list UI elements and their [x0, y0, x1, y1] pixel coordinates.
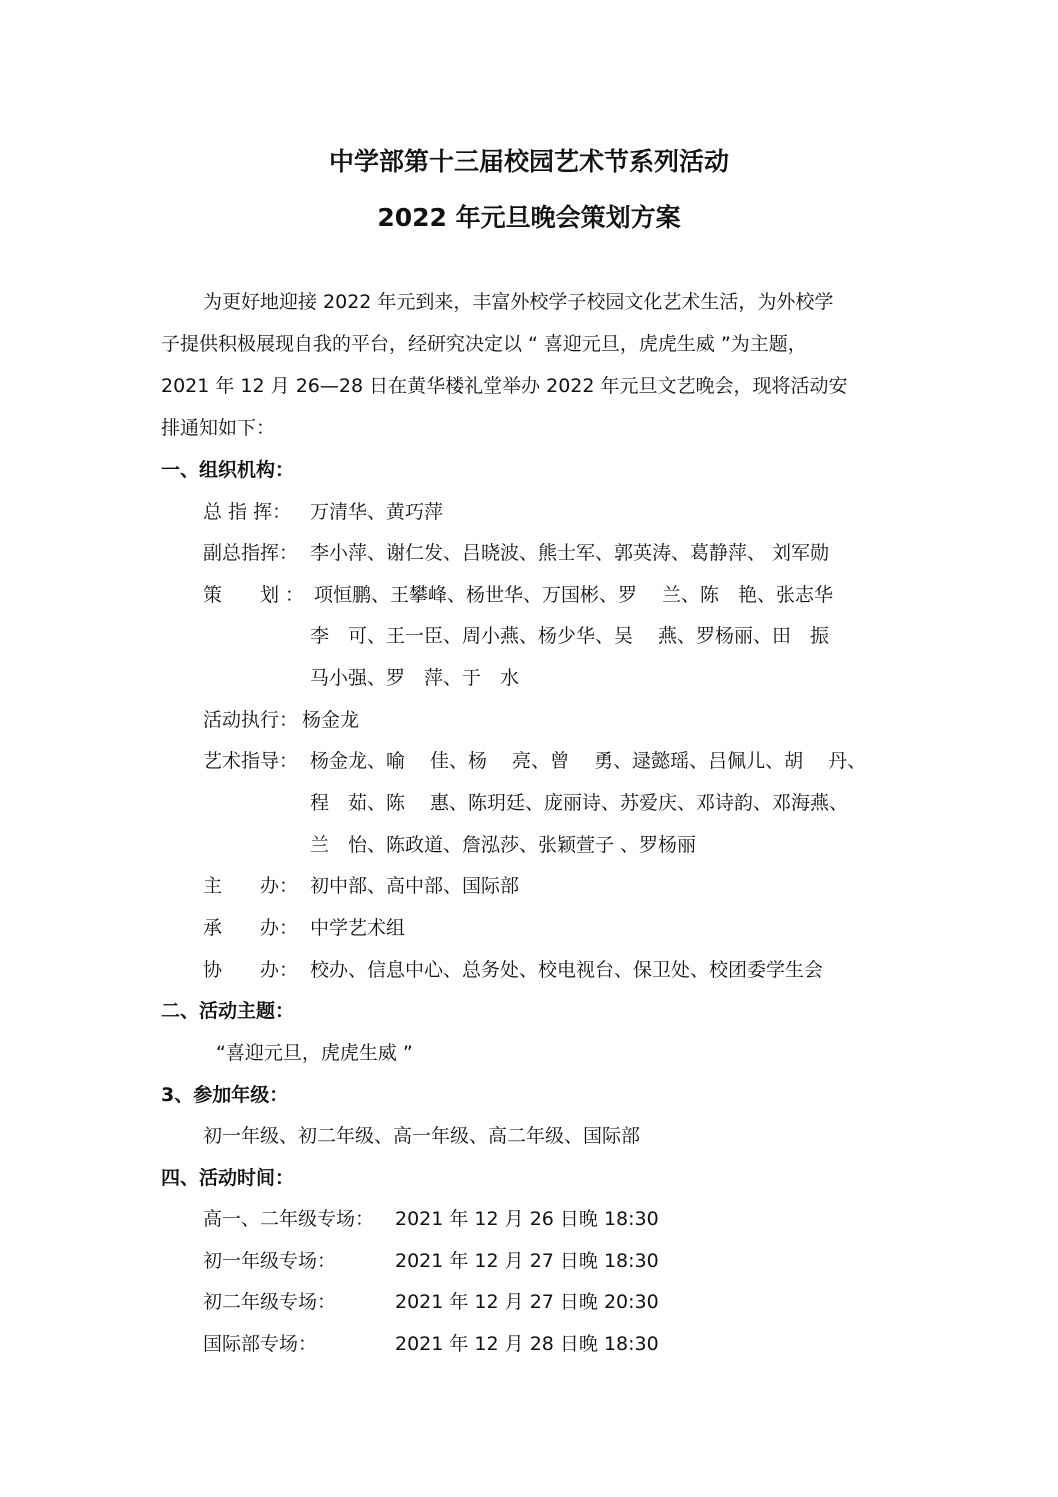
title-line-1: 中学部第十三届校园艺术节系列活动	[328, 147, 729, 176]
grades-text: 初一年级、初二年级、高一年级、高二年级、国际部	[203, 1125, 641, 1147]
org-plan-value: 项恒鹏、王攀峰、杨世华、万国彬、罗 兰、陈 艳、张志华	[314, 584, 834, 606]
org-host-value: 初中部、高中部、国际部	[310, 875, 520, 897]
org-chief-label: 总 指 挥：	[203, 501, 292, 523]
intro-line: 为更好地迎接 2022 年元到来，丰富外校学子校园文化艺术生活，为外校学	[203, 291, 834, 313]
org-deputy-value: 李小萍、谢仁发、吕晓波、熊士军、郭英涛、葛静萍、 刘军勋	[310, 542, 830, 564]
org-plan-label: 策 划 ：	[203, 584, 305, 606]
theme-text: “喜迎元旦，虎虎生威 ”	[216, 1042, 413, 1064]
org-organizer-value: 中学艺术组	[310, 917, 406, 939]
intro-line: 排通知如下：	[161, 417, 276, 439]
section-heading-grades: 3、参加年级：	[161, 1084, 289, 1106]
title-line-2: 2022 年元旦晚会策划方案	[377, 203, 681, 232]
org-art-value: 杨金龙、喻 佳、杨 亮、曾 勇、逯懿瑶、吕佩儿、胡 丹、	[310, 750, 867, 772]
org-plan-value: 李 可、王一臣、周小燕、杨少华、吴 燕、罗杨丽、田 振	[310, 625, 830, 647]
org-exec-value: 杨金龙	[302, 709, 360, 731]
section-heading-time: 四、活动时间：	[161, 1167, 295, 1189]
schedule-time: 2021 年 12 月 26 日晚 18:30	[395, 1208, 659, 1230]
org-art-value: 程 茹、陈 惠、陈玥廷、庞丽诗、苏爱庆、邓诗韵、邓海燕、	[310, 792, 849, 814]
org-host-label: 主 办：	[203, 875, 299, 897]
org-art-value: 兰 怡、陈政道、詹泓莎、张颖萱子 、罗杨丽	[310, 834, 697, 856]
schedule-label: 高一、二年级专场：	[203, 1208, 375, 1230]
schedule-label: 初一年级专场：	[203, 1250, 337, 1272]
org-chief-value: 万清华、黄巧萍	[310, 501, 444, 523]
section-heading-theme: 二、活动主题：	[161, 1000, 295, 1022]
org-assist-value: 校办、信息中心、总务处、校电视台、保卫处、校团委学生会	[310, 959, 824, 981]
schedule-time: 2021 年 12 月 27 日晚 20:30	[395, 1291, 659, 1313]
intro-line: 子提供积极展现自我的平台，经研究决定以 “ 喜迎元旦，虎虎生威 ”为主题，	[161, 333, 807, 355]
schedule-label: 国际部专场：	[203, 1333, 318, 1355]
org-plan-value: 马小强、罗 萍、于 水	[310, 667, 520, 689]
schedule-time: 2021 年 12 月 27 日晚 18:30	[395, 1250, 659, 1272]
org-assist-label: 协 办：	[203, 959, 299, 981]
schedule-label: 初二年级专场：	[203, 1291, 337, 1313]
org-deputy-label: 副总指挥：	[203, 542, 299, 564]
org-exec-label: 活动执行：	[203, 709, 299, 731]
org-art-label: 艺术指导：	[203, 750, 299, 772]
section-heading-org: 一、组织机构：	[161, 459, 295, 481]
org-organizer-label: 承 办：	[203, 917, 299, 939]
schedule-time: 2021 年 12 月 28 日晚 18:30	[395, 1333, 659, 1355]
intro-line: 2021 年 12 月 26—28 日在黄华楼礼堂举办 2022 年元旦文艺晚会，现将活动安	[161, 375, 848, 397]
